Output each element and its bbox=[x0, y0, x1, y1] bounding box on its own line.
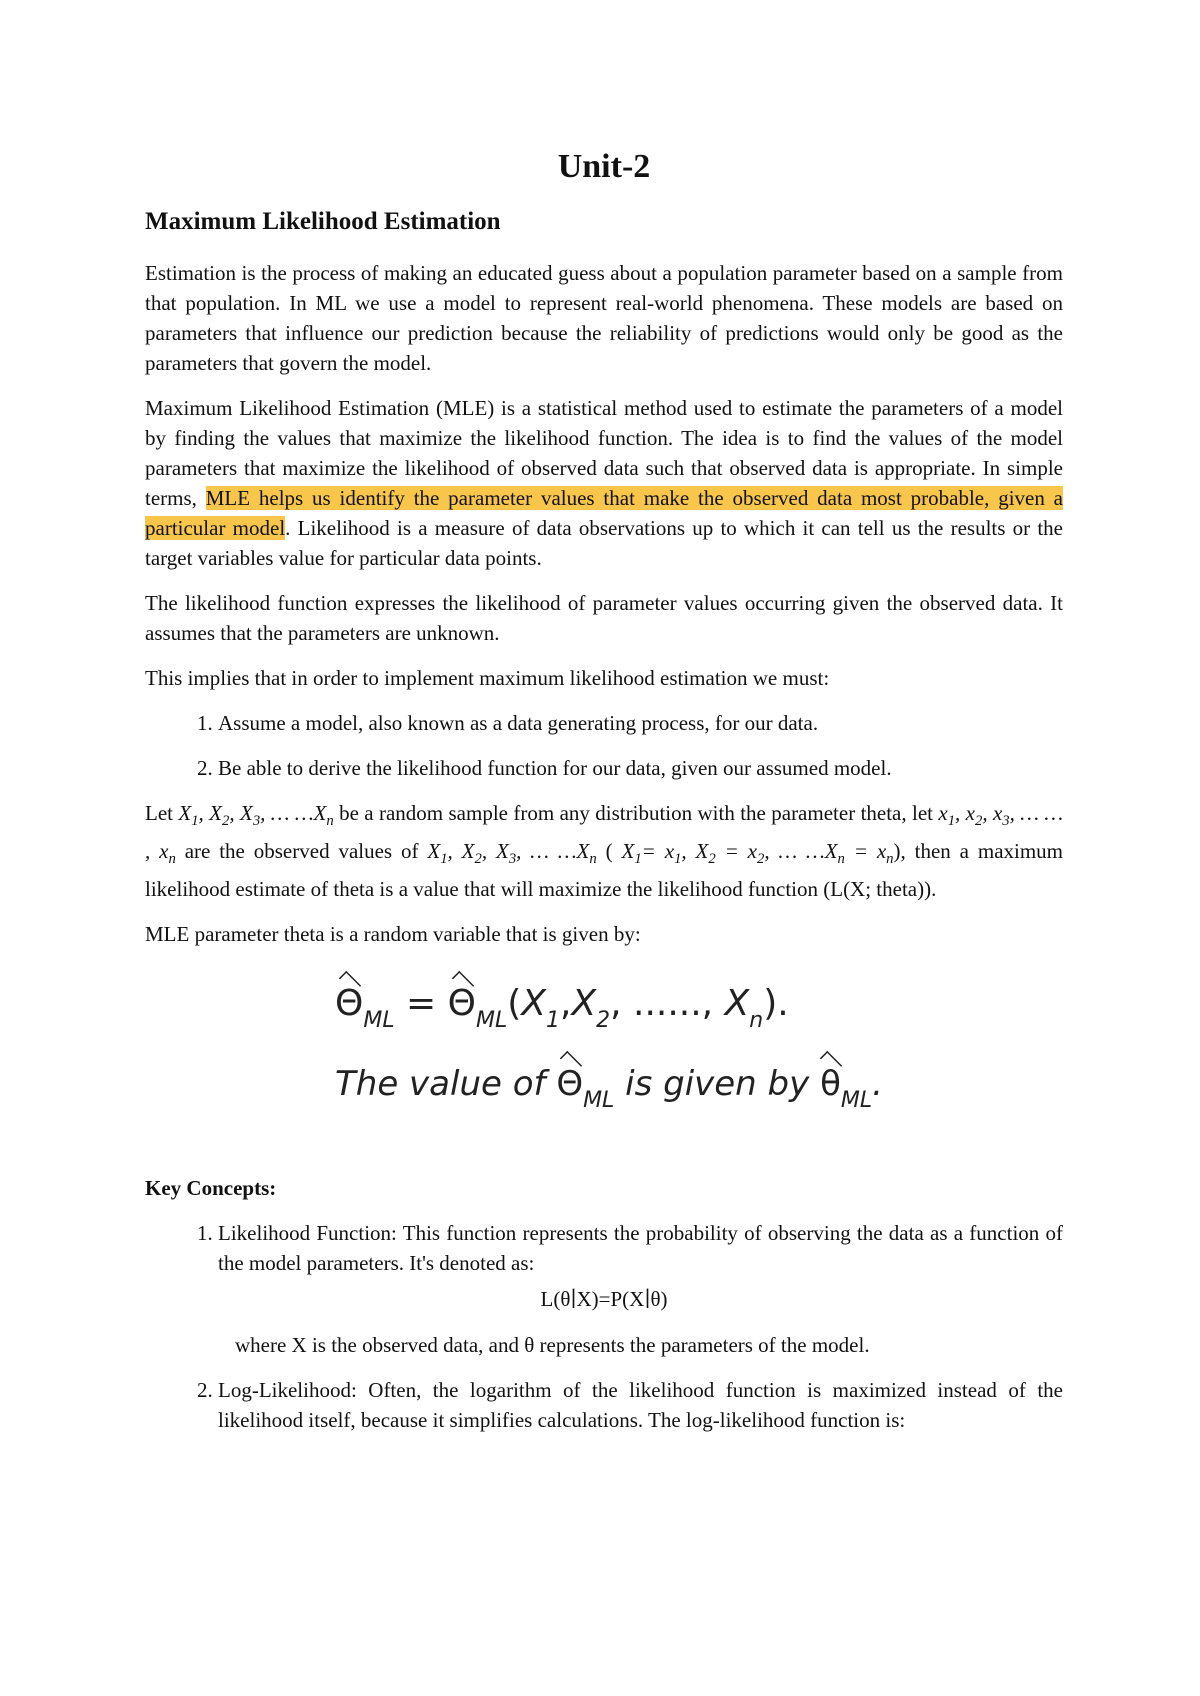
formula-line-1 bbox=[335, 983, 789, 1036]
formula-text: The value of bbox=[335, 1064, 546, 1105]
paragraph-estimation: Estimation is the process of making an educated guess about a population parameter based on a sample from that population. In ML we use a model to represent real-world phenomena. These models are based on parameters that influence our prediction because the reliability of predictions would only be good as the parameters that govern the model. bbox=[145, 261, 1063, 375]
mle-formula bbox=[145, 969, 1063, 1169]
paragraph-text: are the observed values of bbox=[175, 839, 428, 864]
list-item: 2. Log-Likelihood: Often, the logarithm of the likelihood function is maximized instead of the likelihood itself, because it simplifies calculations. The log-likelihood function is: bbox=[218, 1375, 1063, 1435]
subscript: ML bbox=[583, 1088, 615, 1114]
list-item: 2. Be able to derive the likelihood function for our data, given our assumed model. bbox=[218, 753, 1063, 783]
paragraph-text: ), then a maximum likelihood estimate of theta is a value that will maximize the likelihood function (L(X; theta)). bbox=[145, 839, 1064, 902]
formula-line-2 bbox=[335, 1064, 883, 1116]
list-item bbox=[218, 1218, 1063, 1360]
paragraph-likelihood-function: The likelihood function expresses the likelihood of parameter values occurring given the observed data. It assumes that the parameters are unknown. bbox=[145, 591, 1063, 645]
paragraph-implies: This implies that in order to implement maximum likelihood estimation we must: bbox=[145, 666, 830, 690]
page-title: Unit-2 bbox=[557, 148, 651, 185]
comma: , bbox=[559, 983, 572, 1025]
key-concepts-list bbox=[145, 1218, 1063, 1435]
paragraph-mle-definition bbox=[145, 393, 1063, 573]
paragraph-text: Maximum Likelihood Estimation (MLE) is a statistical method used to estimate the parameters of a model by finding the values that maximize the likelihood function. The idea is to find the values of the model parameters that maximize the likelihood of observed data such that observed data is appropriate. In simple terms, bbox=[145, 396, 1063, 510]
theta-hat-symbol: Θ bbox=[556, 1064, 584, 1105]
comma: , bbox=[610, 983, 622, 1025]
likelihood-formula: L(θ∣X)=P(X∣θ) bbox=[540, 1287, 668, 1312]
math-equalities: $X_1= x_1$, $X_2 = x_2$, … $\dots X_n = x_n$ bbox=[612, 839, 894, 868]
paragraph-text: . Likelihood is a measure of data observations up to which it can tell us the results or the target variables value for particular data points. bbox=[145, 516, 1063, 570]
ellipsis: ......, bbox=[633, 983, 714, 1025]
subscript: 2 bbox=[596, 1008, 611, 1034]
section-heading: Maximum Likelihood Estimation bbox=[145, 208, 501, 235]
subscript: ML bbox=[840, 1088, 873, 1114]
paragraph-text: be a random sample from any distribution with the parameter theta, let bbox=[333, 801, 939, 825]
paren: ( bbox=[507, 983, 522, 1025]
subscript: 1 bbox=[545, 1008, 560, 1034]
paragraph-random-sample bbox=[145, 798, 1063, 904]
paren: ). bbox=[763, 983, 789, 1025]
list-item: 1. Assume a model, also known as a data generating process, for our data. bbox=[218, 708, 1063, 738]
variable: X bbox=[571, 983, 597, 1025]
math-observed: $x_1$, $x_2$, $x_3$, … … , $x_n$ bbox=[145, 801, 1063, 868]
paragraph-text: Let bbox=[145, 801, 179, 825]
theta-hat-symbol: Θ bbox=[335, 983, 364, 1025]
variable: X bbox=[521, 983, 546, 1025]
formula-explanation: where X is the observed data, and θ represents the parameters of the model. bbox=[235, 1333, 870, 1358]
paragraph-text: ( bbox=[596, 839, 613, 864]
formula-text: is given by bbox=[625, 1064, 810, 1105]
steps-list bbox=[145, 708, 1063, 783]
subscript: ML bbox=[476, 1008, 508, 1034]
paragraph-mle-parameter: MLE parameter theta is a random variable that is given by: bbox=[145, 922, 641, 947]
period: . bbox=[872, 1064, 883, 1105]
equals-sign: = bbox=[406, 983, 437, 1025]
variable: X bbox=[724, 983, 750, 1025]
theta-hat-symbol: Θ bbox=[447, 983, 477, 1025]
theta-hat-small-symbol: θ bbox=[820, 1064, 841, 1105]
key-concepts-heading: Key Concepts: bbox=[145, 1176, 277, 1201]
math-sample: $X_1$, $X_2$, $X_3$, … $\dots X_n$ bbox=[427, 839, 597, 868]
subscript: n bbox=[749, 1008, 764, 1034]
list-item-text: Likelihood Function: This function represents the probability of observing the data as a function of the model parameters. It's denoted as: bbox=[218, 1221, 1063, 1276]
document-body bbox=[145, 258, 1063, 1450]
math-sample: $X_1$, $X_2$, $X_3$, … $\dots X_n$ bbox=[178, 801, 334, 830]
subscript: ML bbox=[363, 1008, 395, 1034]
highlighted-text: MLE helps us identify the parameter values that make the observed data most probable, given a particular model bbox=[145, 486, 1063, 540]
